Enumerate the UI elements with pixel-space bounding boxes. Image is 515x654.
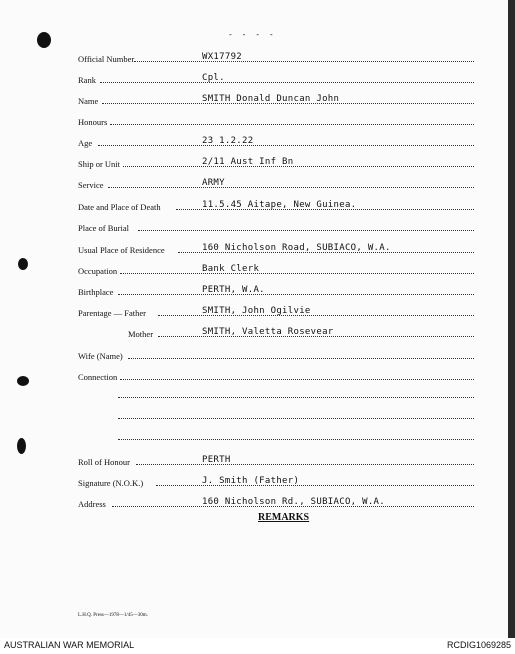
field-rank bbox=[78, 69, 474, 85]
field-usual-residence bbox=[78, 239, 474, 255]
connection-blank-line bbox=[118, 418, 474, 419]
field-wife bbox=[78, 345, 474, 361]
field-date-place-death bbox=[78, 196, 474, 212]
field-label: Official Number bbox=[78, 54, 135, 64]
field-label: Honours bbox=[78, 117, 108, 127]
field-connection bbox=[78, 366, 474, 382]
dotted-line bbox=[120, 379, 474, 380]
field-label: Name bbox=[78, 96, 99, 106]
field-label: Address bbox=[78, 499, 106, 509]
field-occupation bbox=[78, 260, 474, 276]
dotted-line bbox=[98, 145, 474, 146]
footer-institution: AUSTRALIAN WAR MEMORIAL bbox=[4, 640, 135, 650]
field-value: 2/11 Aust Inf Bn bbox=[202, 157, 294, 167]
field-service bbox=[78, 174, 474, 190]
field-value: SMITH, John Ogilvie bbox=[202, 306, 311, 316]
field-value: 160 Nicholson Road, SUBIACO, W.A. bbox=[202, 243, 391, 253]
punch-hole bbox=[37, 32, 51, 48]
punch-hole bbox=[18, 258, 28, 270]
field-label: Ship or Unit bbox=[78, 159, 121, 169]
field-label: Wife (Name) bbox=[78, 351, 123, 361]
field-label: Age bbox=[78, 138, 93, 148]
field-value: 23 1.2.22 bbox=[202, 136, 254, 146]
field-age bbox=[78, 132, 474, 148]
connection-blank-line bbox=[118, 439, 474, 440]
footer-record-id: RCDIG1069285 bbox=[446, 640, 511, 650]
field-value: Bank Clerk bbox=[202, 264, 260, 274]
dotted-line bbox=[136, 464, 474, 465]
dotted-line bbox=[100, 82, 474, 83]
scan-border bbox=[508, 0, 515, 638]
dotted-line bbox=[118, 294, 474, 295]
field-value: PERTH, W.A. bbox=[202, 285, 265, 295]
field-value: 160 Nicholson Rd., SUBIACO, W.A. bbox=[202, 497, 385, 507]
punch-hole bbox=[17, 438, 26, 454]
top-mark: - - - - bbox=[228, 30, 276, 39]
field-father bbox=[78, 302, 474, 318]
field-value: SMITH Donald Duncan John bbox=[202, 94, 340, 104]
field-roll-of-honour bbox=[78, 451, 474, 467]
field-label: Parentage — Father bbox=[78, 308, 146, 318]
field-birthplace bbox=[78, 281, 474, 297]
field-value: WX17792 bbox=[202, 52, 243, 62]
field-label: Date and Place of Death bbox=[78, 202, 161, 212]
dotted-line bbox=[138, 230, 474, 231]
field-address bbox=[78, 493, 474, 509]
field-label: Occupation bbox=[78, 266, 118, 276]
field-label: Rank bbox=[78, 75, 96, 85]
field-signature bbox=[78, 472, 474, 488]
field-ship-or-unit bbox=[78, 153, 474, 169]
field-place-of-burial bbox=[78, 217, 474, 233]
printer-note: L.H.Q. Press—1978—1/45—30m. bbox=[78, 613, 148, 618]
field-value: PERTH bbox=[202, 455, 231, 465]
field-label: Service bbox=[78, 180, 104, 190]
dotted-line bbox=[110, 124, 474, 125]
dotted-line bbox=[134, 61, 474, 62]
dotted-line bbox=[123, 166, 474, 167]
field-mother bbox=[78, 323, 474, 339]
field-value: Cpl. bbox=[202, 73, 225, 83]
field-name bbox=[78, 90, 474, 106]
field-label: Roll of Honour bbox=[78, 457, 130, 467]
field-value: J. Smith (Father) bbox=[202, 476, 300, 486]
field-value: 11.5.45 Aitape, New Guinea. bbox=[202, 200, 357, 210]
field-label: Connection bbox=[78, 372, 118, 382]
punch-hole bbox=[17, 376, 29, 386]
field-value: ARMY bbox=[202, 178, 225, 188]
dotted-line bbox=[128, 358, 474, 359]
field-label: Birthplace bbox=[78, 287, 114, 297]
connection-blank-line bbox=[118, 397, 474, 398]
field-official-number bbox=[78, 48, 474, 64]
field-label: Place of Burial bbox=[78, 223, 129, 233]
field-label: Mother bbox=[128, 329, 154, 339]
field-value: SMITH, Valetta Rosevear bbox=[202, 327, 334, 337]
field-label: Signature (N.O.K.) bbox=[78, 478, 144, 488]
dotted-line bbox=[120, 273, 474, 274]
remarks-heading: REMARKS bbox=[258, 512, 310, 523]
dotted-line bbox=[108, 187, 474, 188]
field-honours bbox=[78, 111, 474, 127]
field-label: Usual Place of Residence bbox=[78, 245, 165, 255]
